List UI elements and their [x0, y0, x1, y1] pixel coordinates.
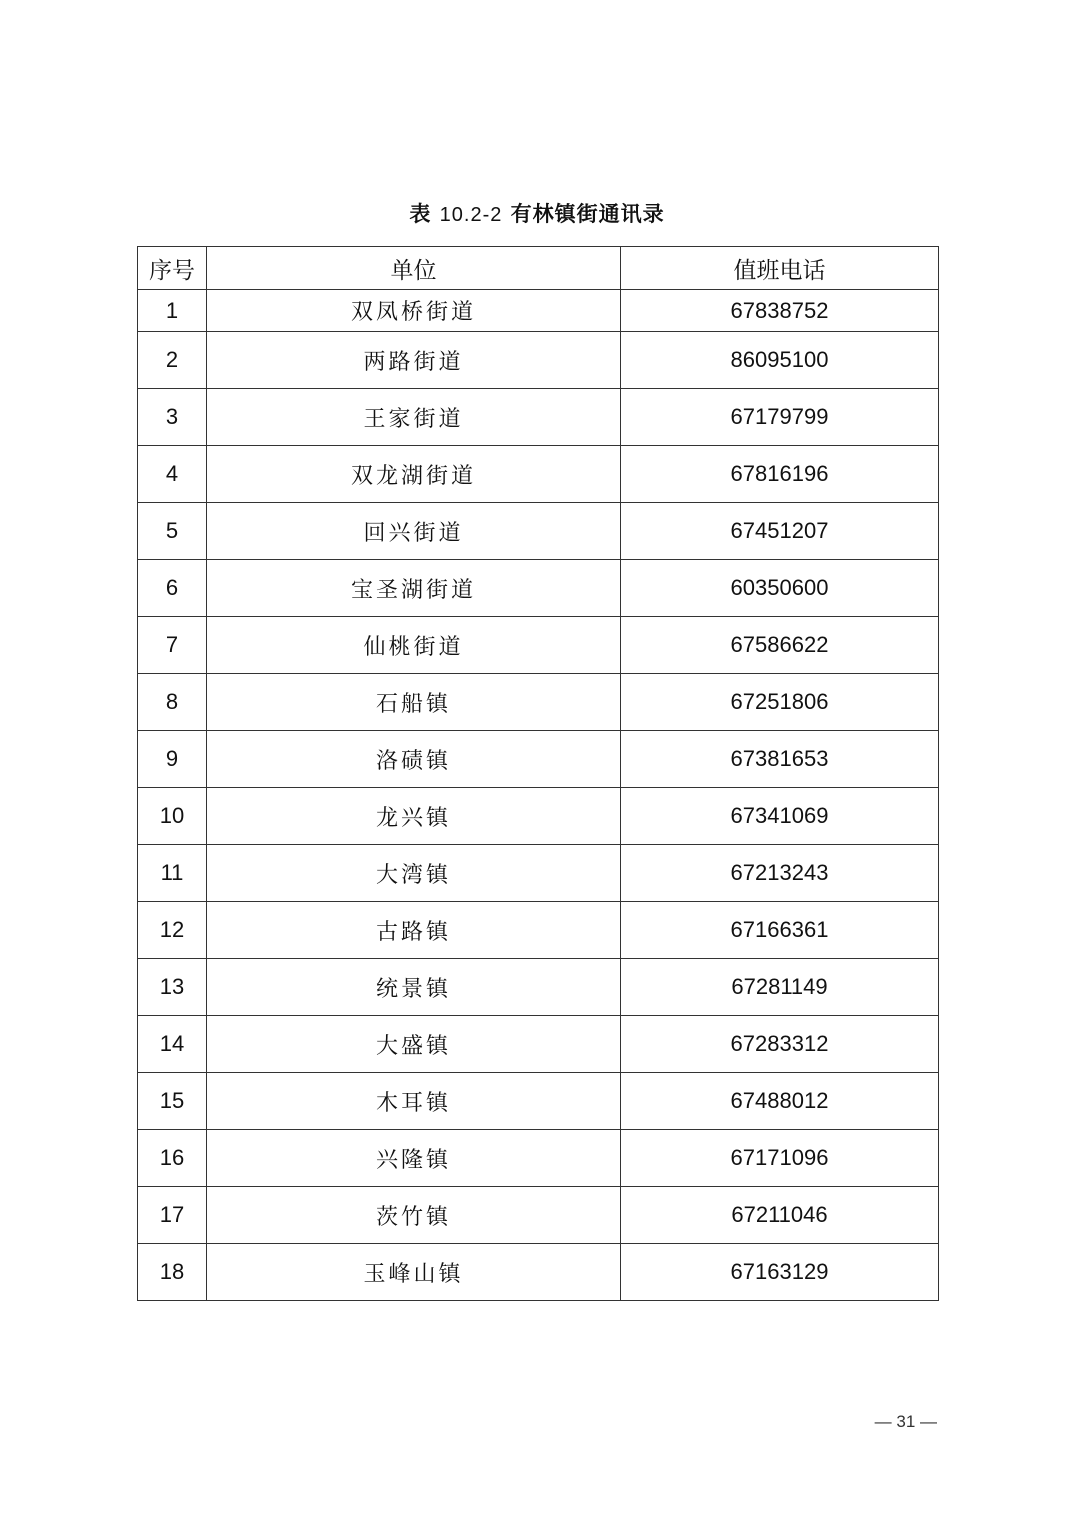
row-seq: 14: [138, 1016, 207, 1073]
row-phone: 67381653: [621, 731, 939, 788]
row-unit: 兴隆镇: [207, 1130, 621, 1187]
caption-number: 10.2-2: [439, 204, 503, 226]
row-unit: 茨竹镇: [207, 1187, 621, 1244]
row-phone: 67488012: [621, 1073, 939, 1130]
row-seq: 15: [138, 1073, 207, 1130]
row-seq: 7: [138, 617, 207, 674]
row-unit: 两路街道: [207, 332, 621, 389]
row-phone: 67213243: [621, 845, 939, 902]
row-unit: 王家街道: [207, 389, 621, 446]
row-unit: 玉峰山镇: [207, 1244, 621, 1301]
row-unit: 大盛镇: [207, 1016, 621, 1073]
row-phone: 67211046: [621, 1187, 939, 1244]
row-unit: 洛碛镇: [207, 731, 621, 788]
row-phone: 67586622: [621, 617, 939, 674]
row-phone: 67283312: [621, 1016, 939, 1073]
table-row: [138, 446, 939, 503]
table-row: [138, 503, 939, 560]
caption-prefix: 表: [409, 201, 432, 226]
row-unit: 石船镇: [207, 674, 621, 731]
row-seq: 6: [138, 560, 207, 617]
row-seq: 16: [138, 1130, 207, 1187]
row-phone: 86095100: [621, 332, 939, 389]
caption-title: 有林镇街通讯录: [510, 201, 665, 226]
table-row: [138, 290, 939, 332]
table-caption: [137, 198, 937, 228]
row-seq: 11: [138, 845, 207, 902]
table-body: [138, 290, 939, 1301]
row-seq: 9: [138, 731, 207, 788]
row-phone: 67166361: [621, 902, 939, 959]
table-row: [138, 389, 939, 446]
row-seq: 5: [138, 503, 207, 560]
row-seq: 12: [138, 902, 207, 959]
table-row: [138, 1187, 939, 1244]
contact-table: [137, 246, 939, 1301]
row-seq: 8: [138, 674, 207, 731]
row-phone: 67163129: [621, 1244, 939, 1301]
row-phone: 67451207: [621, 503, 939, 560]
header-unit: 单位: [207, 247, 621, 290]
row-seq: 3: [138, 389, 207, 446]
row-unit: 古路镇: [207, 902, 621, 959]
row-seq: 1: [138, 290, 207, 332]
page-number: — 31 —: [874, 1412, 937, 1431]
table-row: [138, 1130, 939, 1187]
table-row: [138, 845, 939, 902]
table-row: [138, 674, 939, 731]
row-unit: 宝圣湖街道: [207, 560, 621, 617]
row-seq: 13: [138, 959, 207, 1016]
row-unit: 龙兴镇: [207, 788, 621, 845]
row-seq: 4: [138, 446, 207, 503]
row-phone: 67838752: [621, 290, 939, 332]
row-unit: 统景镇: [207, 959, 621, 1016]
table-row: [138, 959, 939, 1016]
row-phone: 67251806: [621, 674, 939, 731]
table-row: [138, 1016, 939, 1073]
table-header-row: [138, 247, 939, 290]
row-unit: 回兴街道: [207, 503, 621, 560]
row-phone: 67179799: [621, 389, 939, 446]
row-unit: 双凤桥街道: [207, 290, 621, 332]
row-seq: 10: [138, 788, 207, 845]
row-seq: 17: [138, 1187, 207, 1244]
table-row: [138, 1244, 939, 1301]
header-phone: 值班电话: [621, 247, 939, 290]
table-row: [138, 617, 939, 674]
row-unit: 双龙湖街道: [207, 446, 621, 503]
row-phone: 67171096: [621, 1130, 939, 1187]
table-row: [138, 560, 939, 617]
row-seq: 18: [138, 1244, 207, 1301]
row-phone: 60350600: [621, 560, 939, 617]
row-unit: 大湾镇: [207, 845, 621, 902]
row-unit: 木耳镇: [207, 1073, 621, 1130]
row-phone: 67281149: [621, 959, 939, 1016]
header-seq: 序号: [138, 247, 207, 290]
row-unit: 仙桃街道: [207, 617, 621, 674]
table-row: [138, 1073, 939, 1130]
table-row: [138, 332, 939, 389]
row-seq: 2: [138, 332, 207, 389]
row-phone: 67816196: [621, 446, 939, 503]
row-phone: 67341069: [621, 788, 939, 845]
table-row: [138, 788, 939, 845]
table-row: [138, 731, 939, 788]
table-row: [138, 902, 939, 959]
